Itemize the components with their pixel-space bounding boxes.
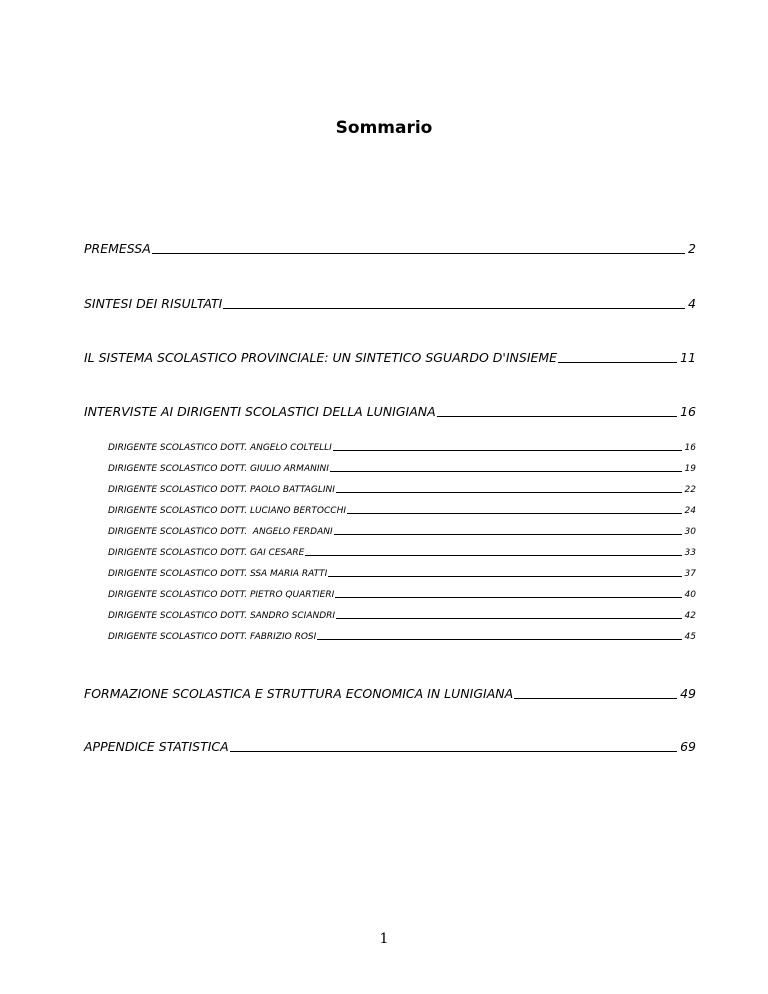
page-title: Sommario	[335, 118, 433, 138]
page-number: 1	[379, 931, 389, 947]
toc-entry-page: 33	[684, 548, 696, 558]
toc-leader	[558, 362, 677, 363]
toc-leader	[347, 513, 682, 514]
toc-subentry[interactable]	[108, 548, 696, 558]
toc-leader	[336, 492, 682, 493]
toc-subentry[interactable]	[108, 506, 696, 516]
toc-entry-page: 19	[684, 464, 696, 474]
toc-entry-page: 16	[680, 404, 696, 419]
toc-entry-label: DIRIGENTE SCOLASTICO DOTT. ANGELO COLTELLI	[108, 443, 332, 453]
toc-leader	[334, 534, 682, 535]
toc-entry-appendice[interactable]	[84, 739, 696, 754]
toc-subentry[interactable]	[108, 464, 696, 474]
toc-entry-label: DIRIGENTE SCOLASTICO DOTT. PAOLO BATTAGLINI	[108, 485, 335, 495]
toc-entry-page: 37	[684, 569, 696, 579]
toc-leader	[335, 597, 681, 598]
toc-entry-label: SINTESI DEI RISULTATI	[84, 296, 223, 311]
toc-entry-page: 24	[684, 506, 696, 516]
toc-entry-label: DIRIGENTE SCOLASTICO DOTT. FABRIZIO ROSI	[108, 632, 317, 642]
toc-entry-label: PREMESSA	[84, 241, 151, 256]
toc-entry-label: DIRIGENTE SCOLASTICO DOTT. SANDRO SCIANDRI	[108, 611, 336, 621]
toc-leader	[305, 555, 681, 556]
toc-subentry[interactable]	[108, 485, 696, 495]
toc-leader	[317, 639, 681, 640]
toc-subentry[interactable]	[108, 443, 696, 453]
toc-subentry[interactable]	[108, 632, 696, 642]
toc-leader	[223, 308, 685, 309]
toc-entry-formazione[interactable]	[84, 686, 696, 701]
toc-entry-sintesi[interactable]	[84, 296, 696, 311]
toc-entry-sistema[interactable]	[84, 350, 696, 365]
toc-entry-label: APPENDICE STATISTICA	[84, 739, 229, 754]
toc-entry-page: 22	[684, 485, 696, 495]
toc-entry-page: 40	[684, 590, 696, 600]
toc-entry-label: DIRIGENTE SCOLASTICO DOTT. PIETRO QUARTIERI	[108, 590, 335, 600]
toc-leader	[230, 751, 677, 752]
toc-entry-label: DIRIGENTE SCOLASTICO DOTT. LUCIANO BERTOCCHI	[108, 506, 346, 516]
toc-entry-page: 30	[684, 527, 696, 537]
toc-entry-premessa[interactable]	[84, 241, 696, 256]
toc-subentry[interactable]	[108, 611, 696, 621]
toc-entry-label: FORMAZIONE SCOLASTICA E STRUTTURA ECONOMICA IN LUNIGIANA	[84, 686, 514, 701]
toc-entry-label: DIRIGENTE SCOLASTICO DOTT. GAI CESARE	[108, 548, 305, 558]
toc-entry-page: 2	[688, 241, 696, 256]
toc-entry-interviste[interactable]	[84, 404, 696, 419]
toc-entry-page: 42	[684, 611, 696, 621]
toc-entry-page: 11	[680, 350, 696, 365]
toc-entry-page: 16	[684, 443, 696, 453]
toc-entry-page: 69	[680, 739, 696, 754]
toc-entry-page: 45	[684, 632, 696, 642]
toc-entry-label: IL SISTEMA SCOLASTICO PROVINCIALE: UN SINTETICO SGUARDO D'INSIEME	[84, 350, 558, 365]
toc-leader	[152, 253, 685, 254]
toc-leader	[330, 471, 682, 472]
toc-subentry[interactable]	[108, 590, 696, 600]
toc-leader	[514, 698, 677, 699]
toc-leader	[437, 416, 677, 417]
toc-subentry[interactable]	[108, 527, 696, 537]
toc-entry-label: DIRIGENTE SCOLASTICO DOTT. SSA MARIA RATTI	[108, 569, 328, 579]
toc-entry-label: INTERVISTE AI DIRIGENTI SCOLASTICI DELLA LUNIGIANA	[84, 404, 436, 419]
toc-leader	[328, 576, 681, 577]
toc-entry-label: DIRIGENTE SCOLASTICO DOTT. ANGELO FERDANI	[108, 527, 333, 537]
toc-entry-page: 49	[680, 686, 696, 701]
toc-leader	[336, 618, 681, 619]
toc-entry-page: 4	[688, 296, 696, 311]
toc-subentry[interactable]	[108, 569, 696, 579]
toc-entry-label: DIRIGENTE SCOLASTICO DOTT. GIULIO ARMANINI	[108, 464, 329, 474]
toc-leader	[333, 450, 682, 451]
